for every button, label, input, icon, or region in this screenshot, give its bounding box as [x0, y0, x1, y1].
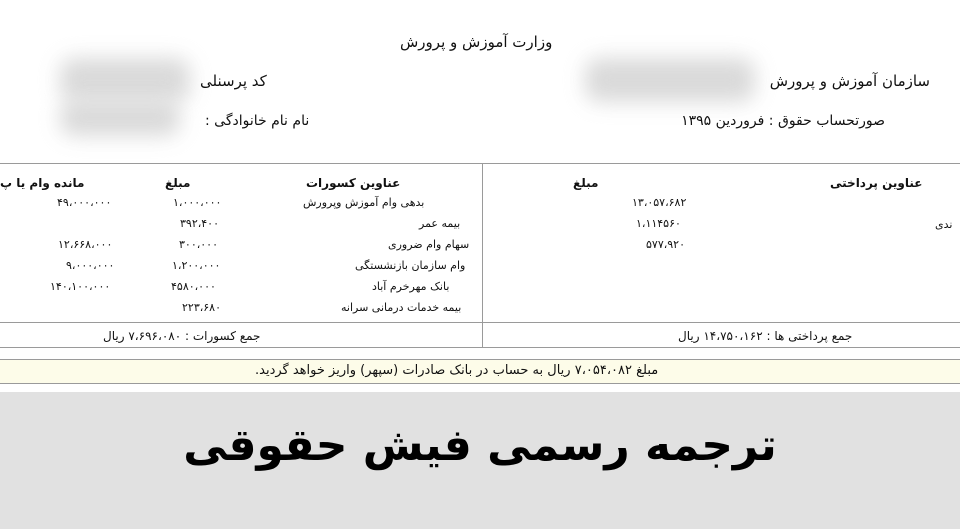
redacted-name: [60, 100, 180, 136]
payments-total: جمع پرداختی ها : ۱۴،۷۵۰،۱۶۲ ریال: [678, 329, 853, 343]
payment-item-truncated: ندی: [935, 218, 953, 231]
payslip-period: صورتحساب حقوق : فروردین ۱۳۹۵: [681, 113, 885, 129]
deduction-title: سهام وام ضروری: [388, 238, 470, 251]
deduction-amount: ۲۲۳،۶۸۰: [182, 301, 221, 314]
deduction-amount: ۱،۰۰۰،۰۰۰: [173, 196, 222, 209]
deduction-amount: ۳۰۰،۰۰۰: [179, 238, 218, 251]
deduction-amount: ۴۵۸۰،۰۰۰: [171, 280, 216, 293]
payment-amount: ۵۷۷،۹۲۰: [646, 238, 685, 251]
totals-bottom-border: [0, 347, 960, 348]
table-center-divider: [482, 163, 483, 347]
deduction-title: بدهی وام آموزش وپرورش: [303, 196, 425, 209]
deduction-balance: ۱۲،۶۶۸،۰۰۰: [58, 238, 113, 251]
payments-title-header: عناوین پرداختی: [830, 176, 923, 190]
totals-top-border: [0, 322, 960, 323]
deduction-balance: ۹،۰۰۰،۰۰۰: [66, 259, 115, 272]
deduction-balance: ۱۴۰،۱۰۰،۰۰۰: [50, 280, 111, 293]
notice-bottom-border: [0, 383, 960, 384]
deductions-title-header: عناوین کسورات: [306, 176, 401, 190]
loan-balance-header: مانده وام یا پ: [0, 176, 85, 190]
organization-label: سازمان آموزش و پرورش: [769, 72, 930, 90]
personnel-code-label: کد پرسنلی: [200, 72, 267, 90]
deduction-title: بیمه خدمات درمانی سرانه: [341, 301, 462, 314]
table-top-border: [0, 163, 960, 164]
ministry-title: وزارت آموزش و پرورش: [400, 33, 553, 51]
deposit-notice: مبلغ ۷،۰۵۴،۰۸۲ ریال به حساب در بانک صادرات (سپهر) واریز خواهد گردید.: [255, 363, 659, 378]
deduction-amount: ۱،۲۰۰،۰۰۰: [172, 259, 221, 272]
payments-amount-header: مبلغ: [573, 176, 599, 190]
payment-amount: ۱،۱۱۴۵۶۰: [636, 217, 681, 230]
redacted-org-name: [585, 58, 755, 102]
deductions-total: جمع کسورات : ۷،۶۹۶،۰۸۰ ریال: [103, 329, 261, 343]
payment-amount: ۱۳،۰۵۷،۶۸۲: [632, 196, 687, 209]
notice-top-border: [0, 359, 960, 360]
deduction-amount: ۳۹۲،۴۰۰: [180, 217, 219, 230]
banner-title: ترجمه رسمی فیش حقوقی: [183, 420, 777, 471]
redacted-personnel-code: [60, 58, 190, 102]
last-name-label: نام نام خانوادگی :: [205, 113, 310, 129]
deductions-amount-header: مبلغ: [165, 176, 191, 190]
deduction-title: بیمه عمر: [419, 217, 461, 230]
deduction-title: وام سازمان بازنشستگی: [355, 259, 466, 272]
deduction-title: بانک مهرخرم آباد: [372, 280, 450, 293]
deduction-balance: ۴۹،۰۰۰،۰۰۰: [57, 196, 112, 209]
